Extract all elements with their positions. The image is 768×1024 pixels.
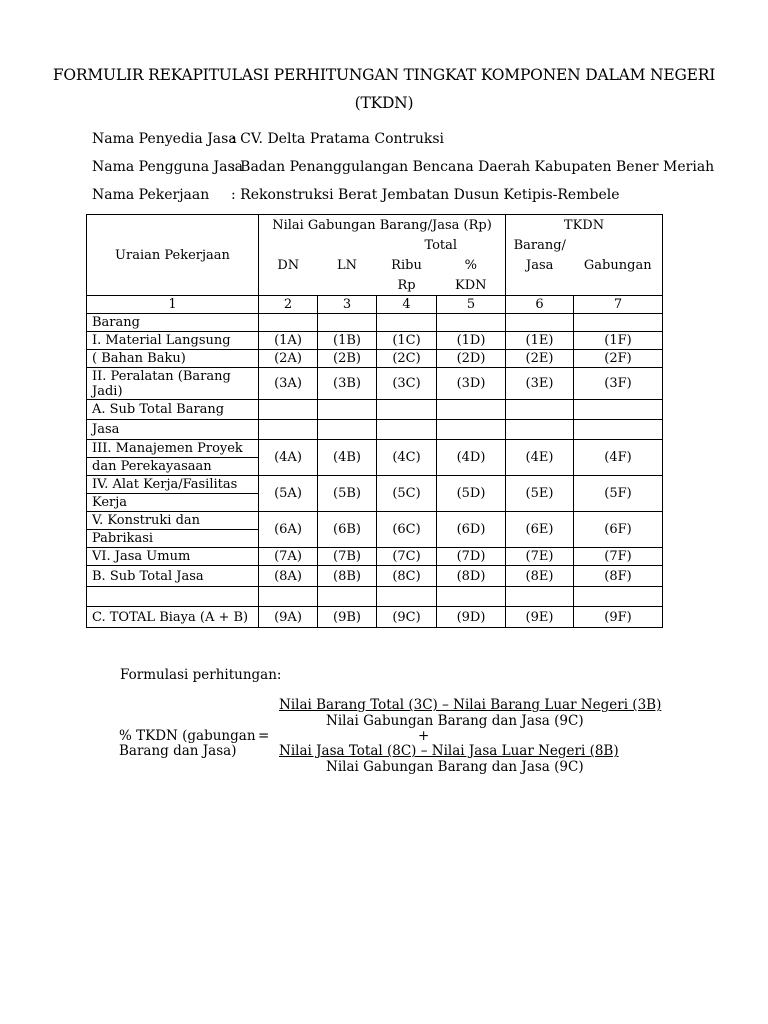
table-cell: (6C)	[377, 512, 437, 548]
table-cell: (9F)	[574, 607, 663, 628]
table-row	[87, 548, 663, 566]
header-ribu: Ribu	[391, 257, 422, 273]
row-label: dan Perekayasaan	[87, 458, 259, 476]
header-jasa: Jasa	[506, 255, 574, 275]
row-label: C. TOTAL Biaya (A + B)	[87, 607, 259, 628]
info-pekerjaan	[92, 187, 620, 203]
table-row	[87, 440, 663, 458]
table-cell: (5D)	[437, 476, 506, 512]
table-cell: (7D)	[437, 548, 506, 566]
row-label: Pabrikasi	[87, 530, 259, 548]
header-kdn: KDN	[437, 275, 506, 296]
cell-empty	[259, 400, 318, 420]
table-cell: (3A)	[259, 368, 318, 400]
formula-denominator-1: Nilai Gabungan Barang dan Jasa (9C)	[326, 713, 584, 729]
col-num: 2	[259, 296, 318, 314]
table-cell: (7F)	[574, 548, 663, 566]
table-cell: (8E)	[506, 566, 574, 587]
cell-empty	[377, 420, 437, 440]
table-cell: (2D)	[437, 350, 506, 368]
row-label-jasa: Jasa	[87, 420, 259, 440]
table-cell: (8D)	[437, 566, 506, 587]
cell-empty	[377, 587, 437, 607]
cell-empty	[574, 400, 663, 420]
table-row	[87, 368, 663, 400]
table-cell: (8B)	[318, 566, 377, 587]
form-title-line1: FORMULIR REKAPITULASI PERHITUNGAN TINGKAT KOMPONEN DALAM NEGERI	[52, 66, 716, 84]
row-label: II. Peralatan (Barang Jadi)	[87, 368, 259, 400]
row-label: B. Sub Total Jasa	[87, 566, 259, 587]
table-cell: (6F)	[574, 512, 663, 548]
table-cell: (9B)	[318, 607, 377, 628]
table-cell: (6B)	[318, 512, 377, 548]
table-cell: (4C)	[377, 440, 437, 476]
cell-empty	[506, 314, 574, 332]
table-row	[87, 476, 663, 494]
row-label: III. Manajemen Proyek	[87, 440, 259, 458]
table-cell: (1E)	[506, 332, 574, 350]
table-cell: (9E)	[506, 607, 574, 628]
table-cell: (5B)	[318, 476, 377, 512]
table-row	[87, 512, 663, 530]
header-blank	[574, 235, 663, 255]
table-cell: (5F)	[574, 476, 663, 512]
table-cell: (6A)	[259, 512, 318, 548]
cell-empty	[506, 587, 574, 607]
row-label: IV. Alat Kerja/Fasilitas	[87, 476, 259, 494]
col-num: 7	[574, 296, 663, 314]
header-total: Total	[377, 235, 506, 255]
formula-lhs-line1: % TKDN (gabungan	[119, 728, 256, 744]
info-label: Nama Pengguna Jasa	[92, 159, 244, 175]
table-cell: (1D)	[437, 332, 506, 350]
table-cell: (1B)	[318, 332, 377, 350]
table-cell: (1A)	[259, 332, 318, 350]
cell-empty	[259, 420, 318, 440]
table-header-row	[87, 215, 663, 236]
info-label: Nama Penyedia Jasa	[92, 131, 237, 147]
header-blank	[506, 275, 574, 296]
info-value: : Rekonstruksi Berat Jembatan Dusun Ketipis-Rembele	[231, 187, 620, 203]
col-num: 6	[506, 296, 574, 314]
header-blank	[259, 275, 318, 296]
table-cell: (6E)	[506, 512, 574, 548]
table-cell: (5A)	[259, 476, 318, 512]
cell-empty	[259, 587, 318, 607]
table-row	[87, 420, 663, 440]
cell-empty	[574, 587, 663, 607]
cell-empty	[318, 314, 377, 332]
table-cell: (3D)	[437, 368, 506, 400]
row-label: I. Material Langsung	[87, 332, 259, 350]
info-value: : CV. Delta Pratama Contruksi	[231, 131, 444, 147]
table-cell: (2E)	[506, 350, 574, 368]
table-cell: (2C)	[377, 350, 437, 368]
table-cell: (6D)	[437, 512, 506, 548]
cell-empty	[574, 314, 663, 332]
cell-empty	[437, 587, 506, 607]
table-row	[87, 350, 663, 368]
cell-empty	[377, 400, 437, 420]
header-rp: Rp	[377, 275, 437, 296]
table-cell: (5C)	[377, 476, 437, 512]
col-num: 5	[437, 296, 506, 314]
table-cell: (1C)	[377, 332, 437, 350]
cell-empty	[437, 400, 506, 420]
formula-heading: Formulasi perhitungan:	[120, 667, 282, 683]
table-cell: (7A)	[259, 548, 318, 566]
info-value: : Badan Penanggulangan Bencana Daerah Kabupaten Bener Meriah	[231, 159, 715, 175]
formula-lhs-line2: Barang dan Jasa)	[119, 743, 237, 759]
table-cell: (7E)	[506, 548, 574, 566]
table-row	[87, 400, 663, 420]
table-cell: (8F)	[574, 566, 663, 587]
table-row	[87, 587, 663, 607]
cell-empty	[574, 420, 663, 440]
table-cell: (2F)	[574, 350, 663, 368]
info-pengguna-jasa	[92, 159, 714, 175]
table-cell: (4B)	[318, 440, 377, 476]
table-cell: (7B)	[318, 548, 377, 566]
rekap-table	[86, 214, 663, 628]
row-label: Kerja	[87, 494, 259, 512]
header-nilai-gabungan: Nilai Gabungan Barang/Jasa (Rp)	[259, 215, 506, 236]
col-num: 4	[377, 296, 437, 314]
table-cell: (2B)	[318, 350, 377, 368]
col-num: 1	[87, 296, 259, 314]
cell-empty	[437, 314, 506, 332]
header-ln: LN	[336, 257, 357, 273]
table-cell: (3F)	[574, 368, 663, 400]
cell-empty	[87, 587, 259, 607]
table-cell: (2A)	[259, 350, 318, 368]
cell-empty	[318, 587, 377, 607]
table-cell: (8C)	[377, 566, 437, 587]
header-uraian: Uraian Pekerjaan	[87, 215, 259, 296]
formula-plus: +	[418, 728, 430, 744]
header-pct: %	[437, 255, 506, 275]
row-label-barang: Barang	[87, 314, 259, 332]
table-cell: (5E)	[506, 476, 574, 512]
col-num: 3	[318, 296, 377, 314]
table-cell: (4A)	[259, 440, 318, 476]
header-tkdn: TKDN	[506, 215, 663, 236]
cell-empty	[259, 314, 318, 332]
row-label: V. Konstruki dan	[87, 512, 259, 530]
formula-equals: =	[258, 728, 270, 744]
header-blank	[318, 275, 377, 296]
form-title-line2: (TKDN)	[354, 94, 414, 112]
cell-empty	[318, 420, 377, 440]
header-gabungan: Gabungan	[574, 255, 663, 275]
formula-denominator-2: Nilai Gabungan Barang dan Jasa (9C)	[326, 759, 584, 775]
table-row	[87, 566, 663, 587]
table-cell: (9C)	[377, 607, 437, 628]
column-number-row	[87, 296, 663, 314]
header-barang: Barang/	[506, 235, 574, 255]
cell-empty	[318, 400, 377, 420]
header-blank	[574, 275, 663, 296]
table-cell: (3C)	[377, 368, 437, 400]
table-cell: (3E)	[506, 368, 574, 400]
row-label: A. Sub Total Barang	[87, 400, 259, 420]
table-cell: (9D)	[437, 607, 506, 628]
table-row	[87, 607, 663, 628]
table-cell: (8A)	[259, 566, 318, 587]
table-row	[87, 332, 663, 350]
table-cell: (7C)	[377, 548, 437, 566]
table-cell: (4F)	[574, 440, 663, 476]
cell-empty	[506, 400, 574, 420]
cell-empty	[437, 420, 506, 440]
table-cell: (9A)	[259, 607, 318, 628]
table-row	[87, 314, 663, 332]
table-cell: (4E)	[506, 440, 574, 476]
table-cell: (4D)	[437, 440, 506, 476]
table-cell: (3B)	[318, 368, 377, 400]
table-cell: (1F)	[574, 332, 663, 350]
row-label: ( Bahan Baku)	[87, 350, 259, 368]
header-blank	[318, 235, 377, 255]
formula-numerator-jasa: Nilai Jasa Total (8C) – Nilai Jasa Luar Negeri (8B)	[279, 743, 619, 759]
formula-numerator-barang: Nilai Barang Total (3C) – Nilai Barang Luar Negeri (3B)	[279, 697, 662, 713]
info-penyedia-jasa	[92, 131, 444, 147]
row-label: VI. Jasa Umum	[87, 548, 259, 566]
cell-empty	[377, 314, 437, 332]
header-blank	[259, 235, 318, 255]
header-dn: DN	[259, 255, 318, 275]
cell-empty	[506, 420, 574, 440]
info-label: Nama Pekerjaan	[92, 187, 210, 203]
